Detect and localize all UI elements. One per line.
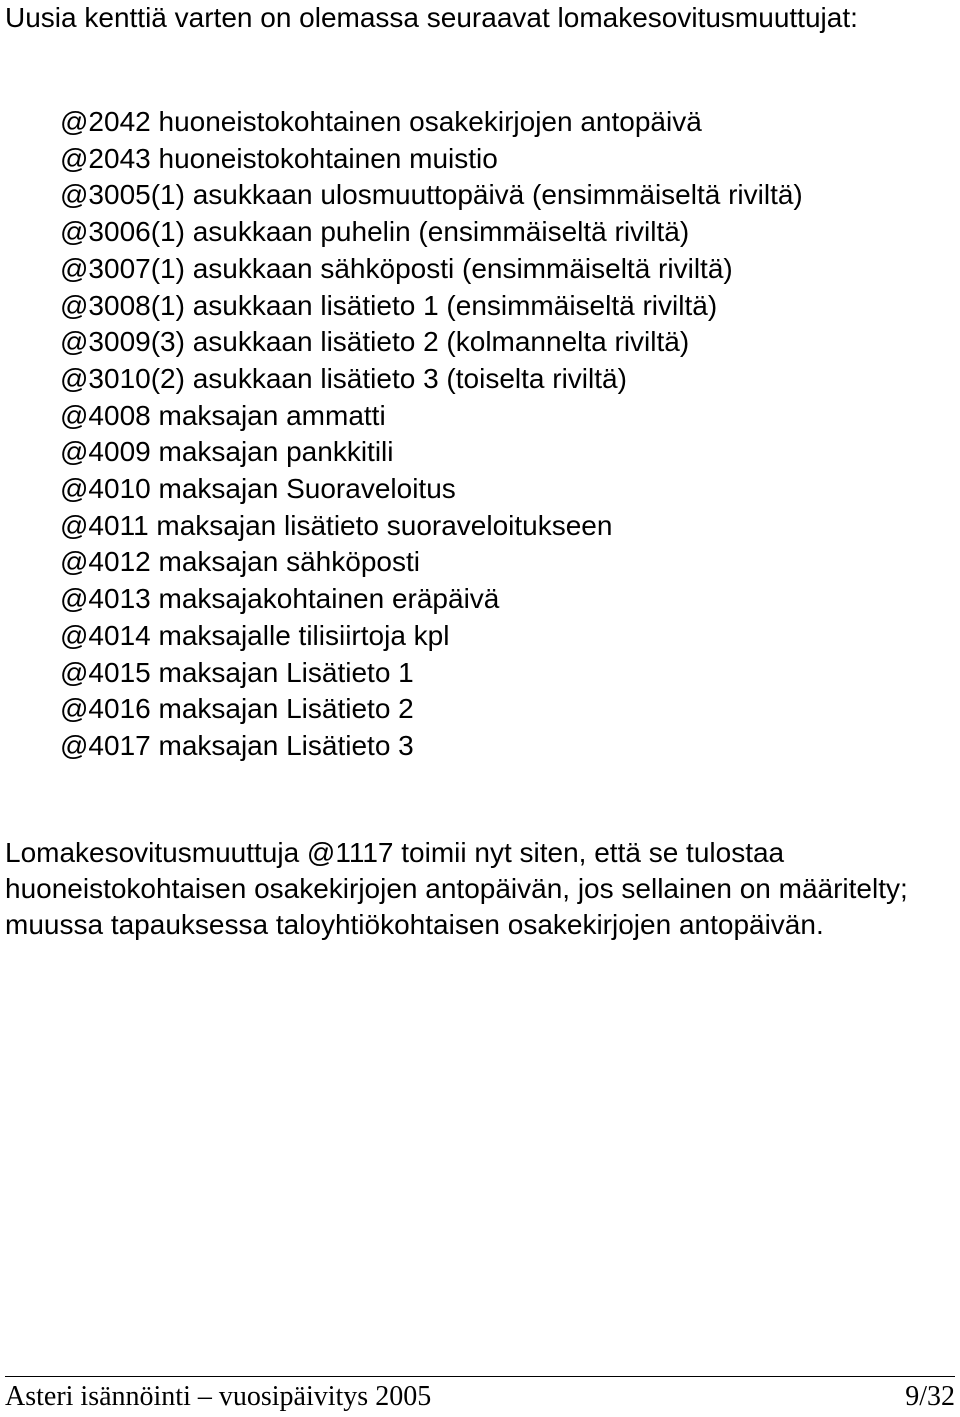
page-number: 9/32 [905, 1381, 955, 1412]
list-item: @4008 maksajan ammatti [60, 399, 386, 431]
variable-list [60, 104, 803, 765]
list-item: @2042 huoneistokohtainen osakekirjojen antopäivä [60, 106, 702, 137]
footer-title: Asteri isännöinti – vuosipäivitys 2005 [5, 1381, 432, 1412]
list-item: @3010(2) asukkaan lisätieto 3 (toiselta riviltä) [60, 362, 627, 394]
list-item: @3006(1) asukkaan puhelin (ensimmäiseltä riviltä) [60, 216, 690, 248]
list-item: @4015 maksajan Lisätieto 1 [60, 656, 414, 688]
intro-text: Uusia kenttiä varten on olemassa seuraavat lomakesovitusmuuttujat: [5, 2, 858, 33]
body-paragraph: Lomakesovitusmuuttuja @1117 toimii nyt siten, että se tulostaa huoneistokohtaisen osakekirjojen antopäivän, jos sellainen on määritelty; muussa tapauksessa taloyhtiökohtaisen osakekirjojen antopäivän. [5, 837, 908, 940]
list-item: @4014 maksajalle tilisiirtoja kpl [60, 619, 450, 651]
list-item: @4013 maksajakohtainen eräpäivä [60, 583, 500, 615]
page-footer [5, 1376, 955, 1413]
list-item: @3009(3) asukkaan lisätieto 2 (kolmannelta riviltä) [60, 326, 690, 358]
list-item: @4012 maksajan sähköposti [60, 546, 420, 578]
list-item: @2043 huoneistokohtainen muistio [60, 142, 498, 174]
list-item: @4017 maksajan Lisätieto 3 [60, 729, 414, 761]
list-item: @4011 maksajan lisätieto suoraveloitukseen [60, 509, 613, 541]
list-item: @4009 maksajan pankkitili [60, 436, 394, 468]
list-item: @4016 maksajan Lisätieto 2 [60, 693, 414, 725]
list-item: @3007(1) asukkaan sähköposti (ensimmäiseltä riviltä) [60, 252, 733, 284]
list-item: @3008(1) asukkaan lisätieto 1 (ensimmäiseltä riviltä) [60, 289, 718, 321]
list-item: @3005(1) asukkaan ulosmuuttopäivä (ensimmäiseltä riviltä) [60, 179, 803, 211]
list-item: @4010 maksajan Suoraveloitus [60, 473, 456, 505]
